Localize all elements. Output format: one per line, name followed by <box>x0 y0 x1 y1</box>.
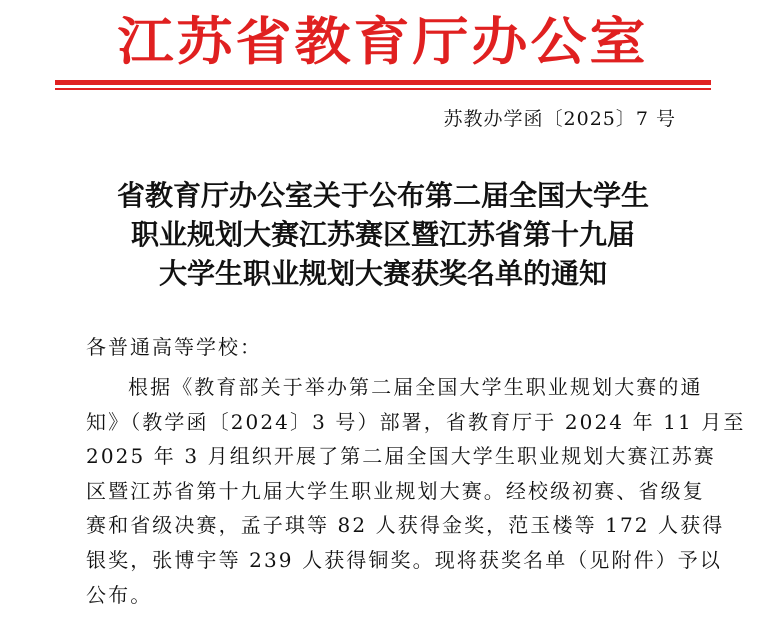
document-title-line: 大学生职业规划大赛获奖名单的通知 <box>158 257 607 290</box>
letterhead-red-rule-thin <box>55 88 711 90</box>
document-title-line: 省教育厅办公室关于公布第二届全国大学生 <box>116 179 649 212</box>
body-line: 公布。 <box>86 582 153 607</box>
document-title-line: 职业规划大赛江苏赛区暨江苏省第十九届 <box>130 218 635 251</box>
body-line: 根据《教育部关于举办第二届全国大学生职业规划大赛的通 <box>128 375 703 399</box>
letterhead-red-rule-thick <box>55 80 711 85</box>
body-line: 赛和省级决赛，孟子琪等 82 人获得金奖，范玉楼等 172 人获得 <box>86 513 725 538</box>
document-title <box>60 176 706 293</box>
body-line: 区暨江苏省第十九届大学生职业规划大赛。经校级初赛、省级复 <box>86 478 705 503</box>
body-paragraph <box>86 370 746 612</box>
letterhead <box>0 8 766 78</box>
issuing-office-name: 江苏省教育厅办公室 <box>117 11 649 73</box>
body-line: 2025 年 3 月组织开展了第二届全国大学生职业规划大赛江苏赛 <box>86 444 716 469</box>
addressee: 各普通高等学校： <box>86 335 262 359</box>
body-line: 知》（教学函〔2024〕3 号）部署，省教育厅于 2024 年 11 月至 <box>86 409 746 434</box>
body-line: 银奖，张博宇等 239 人获得铜奖。现将获奖名单（见附件）予以 <box>86 547 722 572</box>
document-number: 苏教办学函〔2025〕7 号 <box>443 108 676 130</box>
